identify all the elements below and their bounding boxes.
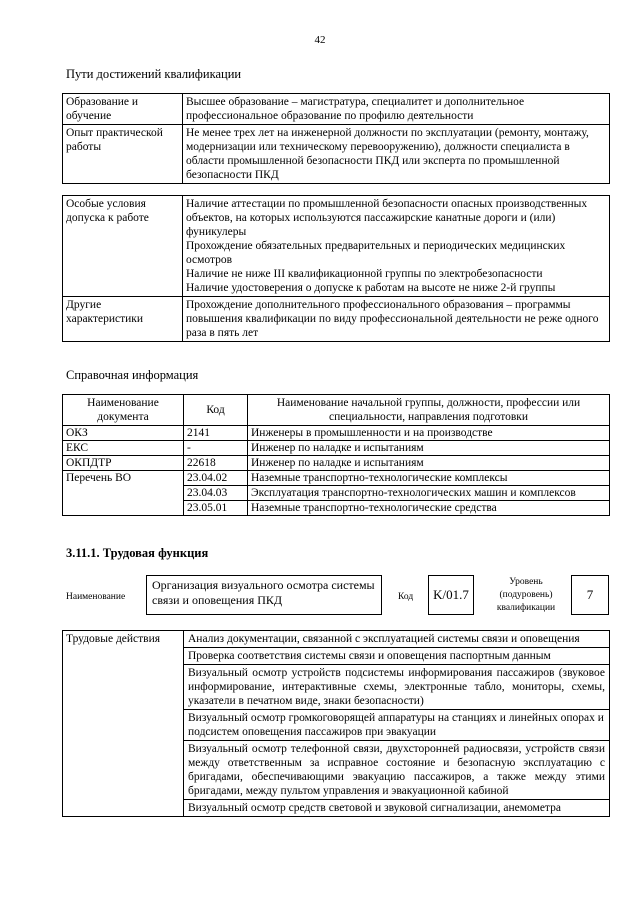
actions-table <box>62 630 610 817</box>
reference-heading: Справочная информация <box>66 368 199 382</box>
cell-name: Эксплуатация транспортно-технологических машин и комплексов <box>248 486 610 501</box>
cell-code: 23.05.01 <box>184 501 248 516</box>
cell-code: - <box>184 441 248 456</box>
row-label: Особые условия допуска к работе <box>63 196 183 297</box>
cell-name: Инженер по наладке и испытаниям <box>248 441 610 456</box>
row-label: Образование и обучение <box>63 94 183 125</box>
condition-line: Прохождение обязательных предварительных и периодических медицинских осмотров <box>186 240 566 266</box>
function-level-box <box>571 575 609 615</box>
cell-name: Инженеры в промышленности и на производстве <box>248 426 610 441</box>
function-heading: 3.11.1. Трудовая функция <box>66 546 209 560</box>
code-label: Код <box>398 592 414 602</box>
function-level: 7 <box>586 587 594 602</box>
actions-label: Трудовые действия <box>63 631 184 817</box>
table-row <box>63 125 610 184</box>
action-item: Проверка соответствия системы связи и оповещения паспортным данным <box>184 648 610 665</box>
row-value: Высшее образование – магистратура, специалитет и дополнительное профессиональное образование по профилю деятельности <box>183 94 610 125</box>
cell-doc: ОКЗ <box>63 426 184 441</box>
cell-code: 22618 <box>184 456 248 471</box>
reference-table <box>62 394 610 516</box>
function-code-box <box>428 575 474 615</box>
table-row <box>63 631 610 648</box>
row-value <box>183 196 610 297</box>
row-value: Прохождение дополнительного профессионального образования – программы повышения квалификации по виду профессиональной деятельности не реже одного раза в пять лет <box>183 297 610 342</box>
condition-line: Наличие не ниже III квалификационной группы по электробезопасности <box>186 268 543 280</box>
row-value: Не менее трех лет на инженерной должности по эксплуатации (ремонту, монтажу, модернизации или техническому перевооружению), должности специалиста в области промышленной безопасности ПКД или эксперта по промышленной безопасности ПКД <box>183 125 610 184</box>
table-row <box>63 471 610 486</box>
function-code: K/01.7 <box>433 587 469 602</box>
action-item: Визуальный осмотр телефонной связи, двухсторонней радиосвязи, устройств связи между ответственным за исправное состояние и безопасную эксплуатацию с бригадами, обеспечивающими эвакуацию пассажиров, а также между этими бригадами, между пультом управления и эвакуационной кабиной <box>184 741 610 800</box>
cell-name: Наземные транспортно-технологические комплексы <box>248 471 610 486</box>
row-label: Опыт практической работы <box>63 125 183 184</box>
action-item: Визуальный осмотр средств световой и звуковой сигнализации, анемометра <box>184 800 610 817</box>
conditions-table <box>62 195 610 342</box>
action-item: Анализ документации, связанной с эксплуатацией системы связи и оповещения <box>184 631 610 648</box>
table-row <box>63 94 610 125</box>
cell-code: 23.04.02 <box>184 471 248 486</box>
column-header: Наименование документа <box>63 395 184 426</box>
cell-name: Инженер по наладке и испытаниям <box>248 456 610 471</box>
condition-line: Наличие удостоверения о допуске к работам на высоте не ниже 2-й группы <box>186 282 556 294</box>
table-row <box>63 297 610 342</box>
row-label: Другие характеристики <box>63 297 183 342</box>
cell-code: 2141 <box>184 426 248 441</box>
table-row <box>63 426 610 441</box>
cell-code: 23.04.03 <box>184 486 248 501</box>
action-item: Визуальный осмотр устройств подсистемы информирования пассажиров (звуковое информирование, интерактивные схемы, электронные табло, мониторы, схемы, указатели в печатном виде, знаки безопасности) <box>184 665 610 710</box>
cell-doc: Перечень ВО <box>63 471 184 516</box>
cell-name: Наземные транспортно-технологические средства <box>248 501 610 516</box>
table-header-row <box>63 395 610 426</box>
qualification-table <box>62 93 610 184</box>
page-number: 42 <box>314 34 326 46</box>
table-row <box>63 456 610 471</box>
table-row <box>63 196 610 297</box>
function-name-box <box>146 575 382 615</box>
cell-doc: ЕКС <box>63 441 184 456</box>
action-item: Визуальный осмотр громкоговорящей аппаратуры на станциях и линейных опорах и подсистем оповещения пассажиров при эвакуации <box>184 710 610 741</box>
column-header: Код <box>184 395 248 426</box>
function-name: Организация визуального осмотра системы связи и оповещения ПКД <box>152 578 375 607</box>
column-header: Наименование начальной группы, должности, профессии или специальности, направления подготовки <box>248 395 610 426</box>
cell-doc: ОКПДТР <box>63 456 184 471</box>
level-label: Уровень (подуровень) квалификации <box>496 577 556 613</box>
table-row <box>63 441 610 456</box>
condition-line: Наличие аттестации по промышленной безопасности опасных производственных объектов, на которых используются пассажирские канатные дороги и (или) фуникулеры <box>186 198 588 238</box>
name-label: Наименование <box>66 592 126 602</box>
qualification-heading: Пути достижений квалификации <box>66 67 242 81</box>
